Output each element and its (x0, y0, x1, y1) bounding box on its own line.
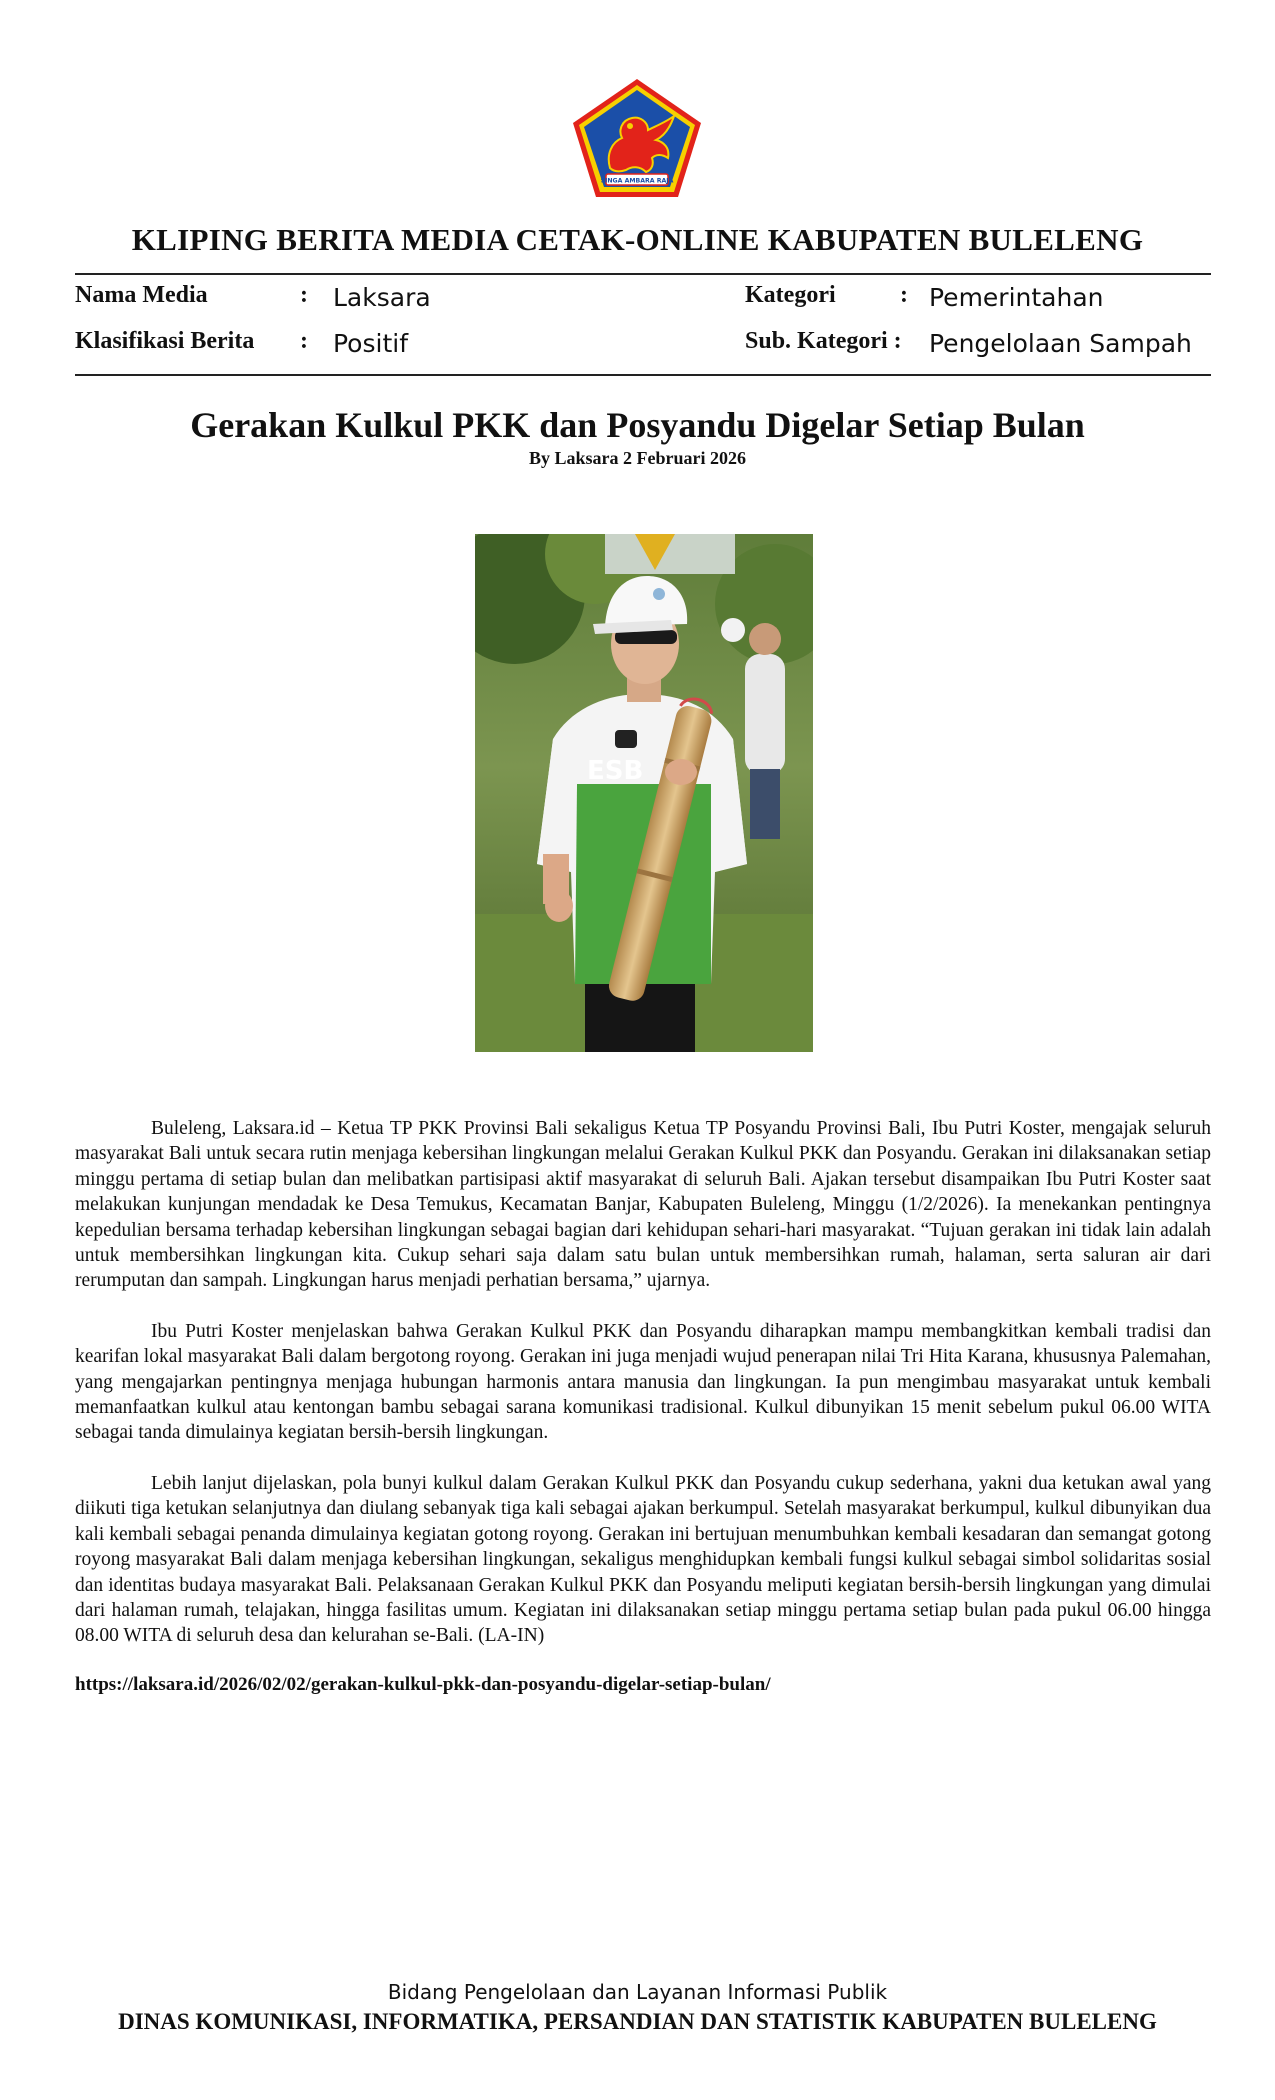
svg-text:SINGA AMBARA RAJA: SINGA AMBARA RAJA (600, 177, 674, 185)
singa-ambara-raja-emblem-icon (570, 76, 704, 200)
article-body (75, 1116, 1211, 1674)
classification-value: Positif (333, 329, 408, 358)
classification-label: Klasifikasi Berita (75, 328, 255, 354)
header-divider-top (75, 273, 1211, 275)
media-name-value: Laksara (333, 283, 431, 312)
woman-holding-bamboo-kulkul-photo (475, 534, 813, 1052)
article-paragraph-1: Buleleng, Laksara.id – Ketua TP PKK Provinsi Bali sekaligus Ketua TP Posyandu Provinsi Bali, Ibu Putri Koster, mengajak seluruh masyarakat Bali untuk secara rutin menjaga kebersihan lingkungan melalui Gerakan Kulkul PKK dan Posyandu. Gerakan ini dilaksanakan setiap minggu pertama di setiap bulan dan melibatkan partisipasi aktif masyarakat di seluruh Bali. Ajakan tersebut disampaikan Ibu Putri Koster saat melakukan kunjungan mendadak ke Desa Temukus, Kecamatan Banjar, Kabupaten Buleleng, Minggu (1/2/2026). Ia menekankan pentingnya kepedulian bersama terhadap kebersihan lingkungan sebagai bagian dari kehidupan sehari-hari masyarakat. “Tujuan gerakan ini tidak lain adalah untuk membersihkan lingkungan kita. Cukup sehari saja dalam satu bulan untuk membersihkan rumah, halaman, serta saluran air dari rerumputan dan sampah. Lingkungan harus menjadi perhatian bersama,” ujarnya. (75, 1118, 1211, 1292)
source-link[interactable]: https://laksara.id/2026/02/02/gerakan-kulkul-pkk-dan-posyandu-digelar-setiap-bulan/ (75, 1674, 771, 1695)
clipping-header-title: KLIPING BERITA MEDIA CETAK-ONLINE KABUPATEN BULELENG (131, 222, 1144, 257)
article-byline: By Laksara 2 Februari 2026 (528, 448, 746, 468)
footer-division: Bidang Pengelolaan dan Layanan Informasi Publik (387, 1980, 888, 2004)
subcategory-label: Sub. Kategori : (745, 328, 902, 354)
category-value: Pemerintahan (929, 283, 1104, 312)
subcategory-value: Pengelolaan Sampah (929, 329, 1192, 358)
media-name-label: Nama Media (75, 282, 208, 308)
category-colon: : (900, 282, 908, 308)
footer-agency: DINAS KOMUNIKASI, INFORMATIKA, PERSANDIAN DAN STATISTIK KABUPATEN BULELENG (118, 2009, 1157, 2034)
category-label: Kategori (745, 282, 836, 308)
article-paragraph-3: Lebih lanjut dijelaskan, pola bunyi kulkul dalam Gerakan Kulkul PKK dan Posyandu cukup sederhana, yakni dua ketukan awal yang diikuti tiga ketukan selanjutnya dan diulang sebanyak tiga kali sebagai ajakan berkumpul. Setelah masyarakat berkumpul, kulkul dibunyikan dua kali kembali sebagai penanda dimulainya kegiatan gotong royong. Gerakan ini bertujuan menumbuhkan kembali kesadaran dan semangat gotong royong masyarakat Bali dalam menjaga kebersihan lingkungan, sekaligus menghidupkan kembali fungsi kulkul sebagai simbol solidaritas sosial dan identitas budaya masyarakat Bali. Pelaksanaan Gerakan Kulkul PKK dan Posyandu meliputi kegiatan bersih-bersih lingkungan yang dimulai dari halaman rumah, telajakan, hingga fasilitas umum. Kegiatan ini dilaksanakan setiap minggu pertama setiap bulan pada pukul 06.00 hingga 08.00 WITA di seluruh desa dan kelurahan se-Bali. (LA-IN) (75, 1472, 1211, 1647)
svg-text:ESB: ESB (587, 756, 644, 786)
classification-colon: : (300, 328, 308, 354)
article-paragraph-2: Ibu Putri Koster menjelaskan bahwa Gerakan Kulkul PKK dan Posyandu diharapkan mampu membangkitkan kembali tradisi dan kearifan lokal masyarakat Bali dalam bergotong royong. Gerakan ini juga menjadi wujud penerapan nilai Tri Hita Karana, khususnya Palemahan, yang mengajarkan pentingnya menjaga hubungan harmonis antara manusia dan lingkungan. Ia pun mengimbau masyarakat untuk kembali memanfaatkan kulkul atau kentongan bambu sebagai sarana komunikasi tradisional. Kulkul dibunyikan 15 menit sebelum pukul 06.00 WITA sebagai tanda dimulainya kegiatan bersih-bersih lingkungan. (75, 1320, 1211, 1444)
header-divider-bottom (75, 374, 1211, 376)
article-title: Gerakan Kulkul PKK dan Posyandu Digelar Setiap Bulan (190, 405, 1085, 445)
media-name-colon: : (300, 282, 308, 308)
